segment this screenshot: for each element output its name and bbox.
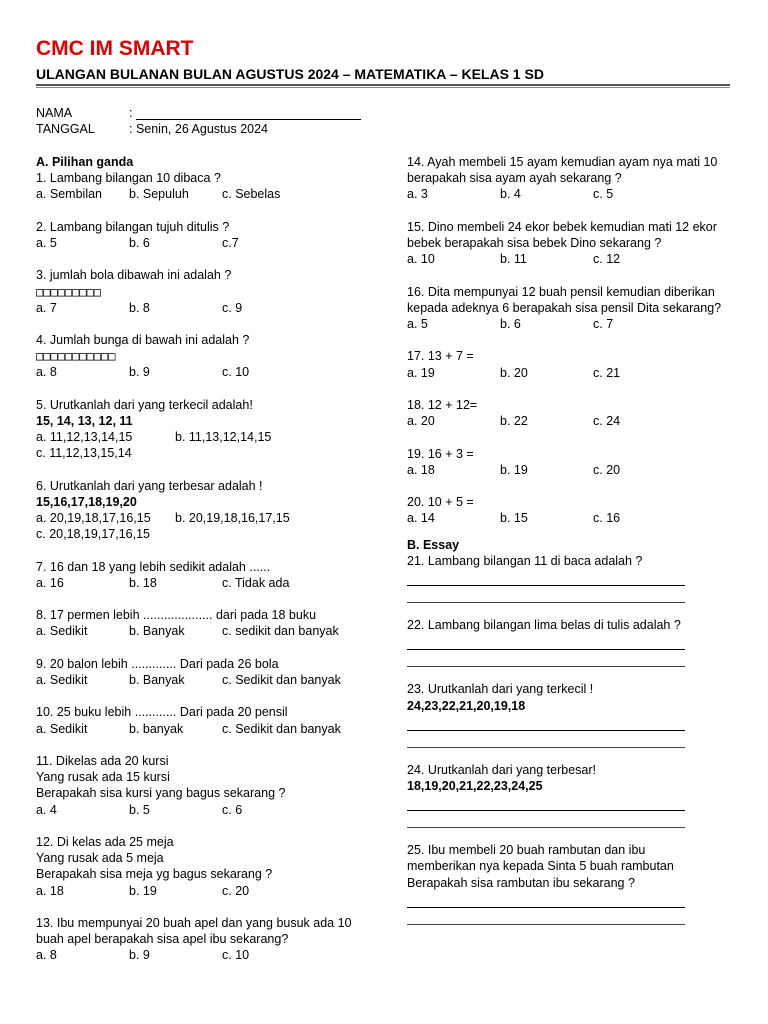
question-text: Yang rusak ada 15 kursi bbox=[36, 770, 170, 785]
question-text: 7. 16 dan 18 yang lebih sedikit adalah ...... bbox=[36, 559, 271, 574]
question-12 bbox=[36, 834, 376, 899]
option-b[interactable]: b. 11,13,12,14,15 bbox=[175, 429, 272, 444]
question-text: 18. 12 + 12= bbox=[407, 397, 478, 412]
essay-question-text: Berapakah sisa rambutan ibu sekarang ? bbox=[407, 875, 635, 890]
option-a[interactable]: a. Sedikit bbox=[36, 672, 88, 687]
options bbox=[36, 510, 376, 526]
essay-question-text: 24. Urutkanlah dari yang terbesar! bbox=[407, 762, 596, 777]
answer-line[interactable] bbox=[407, 908, 685, 925]
option-b[interactable]: b. 15 bbox=[500, 511, 528, 526]
essay-question-text: 21. Lambang bilangan 11 di baca adalah ? bbox=[407, 553, 643, 568]
option-a[interactable]: a. 8 bbox=[36, 365, 57, 380]
option-b[interactable]: b. 4 bbox=[500, 187, 521, 202]
option-c[interactable]: c. sedikit dan banyak bbox=[222, 624, 339, 639]
option-c[interactable]: c. 5 bbox=[593, 187, 614, 202]
question-9 bbox=[36, 656, 376, 688]
question-text: 12. Di kelas ada 25 meja bbox=[36, 834, 174, 849]
question-19 bbox=[407, 446, 743, 478]
options bbox=[36, 883, 376, 899]
options bbox=[407, 251, 743, 267]
option-b[interactable]: b. 20,19,18,16,17,15 bbox=[175, 510, 290, 525]
question-2 bbox=[36, 219, 376, 251]
option-b[interactable]: b. 6 bbox=[500, 317, 521, 331]
question-17 bbox=[407, 348, 743, 380]
question-text: 11. Dikelas ada 20 kursi bbox=[36, 753, 169, 768]
question-14 bbox=[407, 154, 743, 203]
essay-22 bbox=[407, 617, 743, 667]
question-text: Yang rusak ada 5 meja bbox=[36, 851, 164, 866]
question-text: 13. Ibu mempunyai 20 buah apel dan yang busuk ada 10 bbox=[36, 915, 352, 930]
options bbox=[407, 316, 743, 332]
option-a[interactable]: a. 19 bbox=[407, 365, 435, 380]
question-text: 15. Dino membeli 24 ekor bebek kemudian mati 12 ekor bbox=[407, 219, 717, 234]
options bbox=[36, 623, 376, 639]
option-c[interactable]: c. 21 bbox=[593, 365, 621, 380]
option-a[interactable]: a. Sedikit bbox=[36, 721, 88, 736]
question-text: 5. Urutkanlah dari yang terkecil adalah! bbox=[36, 397, 253, 412]
question-text: 9. 20 balon lebih ............. Dari pada 26 bola bbox=[36, 656, 279, 671]
options bbox=[36, 300, 376, 316]
option-c[interactable]: c. Tidak ada bbox=[222, 575, 290, 590]
question-text: 6. Urutkanlah dari yang terbesar adalah ! bbox=[36, 478, 263, 493]
number-sequence: 18,19,20,21,22,23,24,25 bbox=[407, 778, 543, 793]
option-b[interactable]: b. 19 bbox=[129, 883, 157, 898]
option-b[interactable]: b. Banyak bbox=[129, 672, 185, 687]
question-text: 8. 17 permen lebih .................... dari pada 18 buku bbox=[36, 608, 317, 623]
nama-label: NAMA bbox=[36, 106, 73, 120]
option-c[interactable]: c. 12 bbox=[593, 252, 621, 267]
answer-line[interactable] bbox=[407, 586, 685, 603]
option-a[interactable]: a. 3 bbox=[407, 187, 428, 202]
question-text: 2. Lambang bilangan tujuh ditulis ? bbox=[36, 219, 230, 234]
option-b[interactable]: b. 19 bbox=[500, 462, 528, 477]
answer-line[interactable] bbox=[407, 731, 685, 748]
number-sequence: 15,16,17,18,19,20 bbox=[36, 494, 137, 509]
option-a[interactable]: a. 5 bbox=[36, 236, 57, 250]
option-b[interactable]: b. 6 bbox=[129, 236, 150, 250]
question-4 bbox=[36, 332, 376, 380]
options bbox=[36, 672, 376, 688]
essay-question-text: 22. Lambang bilangan lima belas di tulis adalah ? bbox=[407, 618, 681, 633]
question-16 bbox=[407, 284, 743, 333]
answer-line[interactable] bbox=[407, 891, 685, 908]
section-a-title: A. Pilihan ganda bbox=[36, 155, 134, 169]
question-text: berapakah sisa ayam ayah sekarang ? bbox=[407, 171, 622, 186]
essay-21 bbox=[407, 553, 743, 603]
option-c[interactable]: c. 9 bbox=[222, 300, 243, 315]
question-text: kepada adeknya 6 berapakah sisa pensil Dita sekarang? bbox=[407, 300, 722, 315]
option-a[interactable]: a. 20 bbox=[407, 414, 435, 429]
options bbox=[36, 802, 376, 818]
question-11 bbox=[36, 753, 376, 818]
number-sequence: 15, 14, 13, 12, 11 bbox=[36, 413, 133, 428]
option-a[interactable]: a. 4 bbox=[36, 802, 57, 817]
answer-line[interactable] bbox=[407, 794, 685, 811]
question-text: 1. Lambang bilangan 10 dibaca ? bbox=[36, 171, 221, 186]
essay-question-text: 23. Urutkanlah dari yang terkecil ! bbox=[407, 682, 594, 697]
question-6 bbox=[36, 478, 376, 543]
option-a[interactable]: a. 16 bbox=[36, 575, 64, 590]
option-a[interactable]: a. 5 bbox=[407, 317, 428, 331]
option-c[interactable]: c. Sedikit dan banyak bbox=[222, 672, 341, 687]
option-b[interactable]: b. 22 bbox=[500, 414, 528, 429]
option-c[interactable]: c. 10 bbox=[222, 948, 250, 963]
option-c[interactable]: c. 6 bbox=[222, 802, 243, 817]
option-b[interactable]: b. 9 bbox=[129, 948, 150, 963]
question-18 bbox=[407, 397, 743, 429]
question-20 bbox=[407, 494, 743, 526]
option-b[interactable]: b. banyak bbox=[129, 721, 184, 736]
question-15 bbox=[407, 219, 743, 268]
question-text: 4. Jumlah bunga di bawah ini adalah ? bbox=[36, 332, 250, 347]
option-b[interactable]: b. 11 bbox=[500, 252, 527, 267]
options bbox=[36, 235, 376, 251]
question-text: 19. 16 + 3 = bbox=[407, 446, 474, 461]
essay-question-text: memberikan nya kepada Sinta 5 buah rambutan bbox=[407, 859, 674, 874]
question-8 bbox=[36, 607, 376, 639]
options bbox=[407, 365, 743, 381]
question-10 bbox=[36, 704, 376, 736]
question-13 bbox=[36, 915, 376, 964]
right-column bbox=[407, 154, 743, 939]
option-c[interactable]: c. Sedikit dan banyak bbox=[222, 721, 341, 736]
option-c[interactable]: c. 7 bbox=[593, 317, 614, 331]
options bbox=[36, 947, 376, 963]
question-text: 10. 25 buku lebih ............ Dari pada 20 pensil bbox=[36, 705, 288, 720]
essay-25 bbox=[407, 842, 743, 925]
tanggal-label: TANGGAL bbox=[36, 122, 95, 136]
question-5 bbox=[36, 397, 376, 462]
option-b[interactable]: b. 8 bbox=[129, 300, 150, 315]
question-text: Berapakah sisa kursi yang bagus sekarang ? bbox=[36, 786, 286, 801]
brand-title: CMC IM SMART bbox=[36, 37, 194, 60]
option-a[interactable]: a. Sembilan bbox=[36, 187, 103, 202]
nama-blank-line[interactable] bbox=[136, 119, 361, 120]
essay-24 bbox=[407, 762, 743, 828]
section-b-title: B. Essay bbox=[407, 537, 460, 552]
option-c[interactable]: c. 20 bbox=[593, 462, 621, 477]
options bbox=[36, 575, 376, 591]
header-rule-thin bbox=[36, 87, 730, 88]
question-text: 16. Dita mempunyai 12 buah pensil kemudian diberikan bbox=[407, 284, 715, 299]
options bbox=[36, 721, 376, 737]
options bbox=[407, 413, 743, 429]
answer-line[interactable] bbox=[407, 811, 685, 828]
option-c[interactable]: c. Sebelas bbox=[222, 187, 281, 202]
options bbox=[36, 364, 376, 380]
option-b[interactable]: b. 9 bbox=[129, 365, 150, 380]
option-c[interactable]: c. 10 bbox=[222, 365, 250, 380]
option-a[interactable]: a. 8 bbox=[36, 948, 57, 963]
left-column bbox=[36, 154, 376, 980]
option-c[interactable]: c. 20 bbox=[222, 883, 250, 898]
question-3 bbox=[36, 267, 376, 315]
question-text: 17. 13 + 7 = bbox=[407, 349, 474, 364]
option-a[interactable]: a. 11,12,13,14,15 bbox=[36, 429, 133, 444]
option-b[interactable]: b. 20 bbox=[500, 365, 528, 380]
question-text: bebek berapakah sisa bebek Dino sekarang ? bbox=[407, 236, 662, 250]
question-text: buah apel berapakah sisa apel ibu sekarang? bbox=[36, 932, 289, 947]
option-b[interactable]: b. 18 bbox=[129, 575, 157, 590]
question-text: 20. 10 + 5 = bbox=[407, 495, 474, 510]
option-b[interactable]: b. Sepuluh bbox=[129, 187, 189, 202]
essay-question-text: 25. Ibu membeli 20 buah rambutan dan ibu bbox=[407, 843, 646, 858]
exam-subtitle: ULANGAN BULANAN BULAN AGUSTUS 2024 – MATEMATIKA – KELAS 1 SD bbox=[36, 66, 544, 82]
number-sequence: 24,23,22,21,20,19,18 bbox=[407, 698, 526, 713]
answer-line[interactable] bbox=[407, 569, 685, 586]
question-text: 3. jumlah bola dibawah ini adalah ? bbox=[36, 268, 232, 283]
question-1 bbox=[36, 170, 376, 202]
options bbox=[407, 510, 743, 526]
option-c[interactable]: c. 11,12,13,15,14 bbox=[36, 446, 132, 461]
options bbox=[36, 186, 376, 202]
options bbox=[407, 186, 743, 202]
option-a[interactable]: a. 14 bbox=[407, 511, 435, 526]
option-b[interactable]: b. 5 bbox=[129, 802, 150, 817]
tanggal-value: : Senin, 26 Agustus 2024 bbox=[129, 122, 268, 136]
option-c[interactable]: c.7 bbox=[222, 236, 239, 250]
options bbox=[407, 462, 743, 478]
option-c[interactable]: c. 16 bbox=[593, 511, 621, 526]
question-7 bbox=[36, 559, 376, 591]
essay-23 bbox=[407, 681, 743, 747]
question-text: 14. Ayah membeli 15 ayam kemudian ayam nya mati 10 bbox=[407, 155, 718, 169]
option-c[interactable]: c. 24 bbox=[593, 414, 621, 429]
flower-placeholder-glyphs: □□□□□□□□□□□ bbox=[36, 349, 116, 364]
option-a[interactable]: a. 7 bbox=[36, 300, 57, 315]
option-a[interactable]: a. 20,19,18,17,16,15 bbox=[36, 510, 151, 525]
option-c[interactable]: c. 20,18,19,17,16,15 bbox=[36, 527, 150, 542]
question-text: Berapakah sisa meja yg bagus sekarang ? bbox=[36, 867, 273, 882]
nama-separator: : bbox=[129, 106, 133, 120]
ball-placeholder-glyphs: □□□□□□□□□ bbox=[36, 284, 102, 299]
answer-line[interactable] bbox=[407, 714, 685, 731]
option-a[interactable]: a. 10 bbox=[407, 252, 435, 267]
option-b[interactable]: b. Banyak bbox=[129, 624, 185, 639]
option-a[interactable]: a. 18 bbox=[36, 883, 64, 898]
option-a[interactable]: a. 18 bbox=[407, 462, 435, 477]
header-rule bbox=[36, 84, 730, 86]
answer-line[interactable] bbox=[407, 633, 685, 650]
answer-line[interactable] bbox=[407, 650, 685, 667]
options bbox=[36, 429, 376, 445]
option-a[interactable]: a. Sedikit bbox=[36, 624, 88, 639]
